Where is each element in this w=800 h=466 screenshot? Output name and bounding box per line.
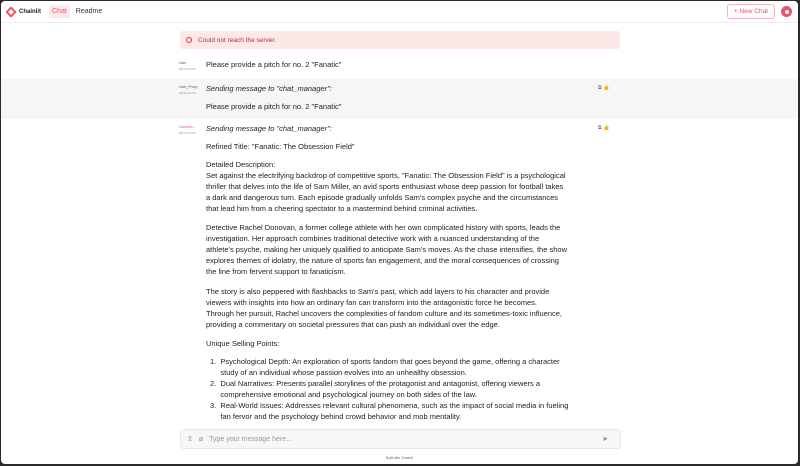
tab-readme[interactable]: Readme [75,8,103,15]
message-author: Cinemax... [179,125,196,129]
message-input[interactable]: Type your message here... [209,435,292,443]
message-time: 08:06:44 PM [179,91,197,95]
message-line: Detailed Description: [206,160,276,169]
settings-icon[interactable]: ⇬ [187,436,193,443]
message-line: Detective Rachel Donovan, a former college athlete with her own complicated history with sports, leads the [206,223,561,232]
chainlit-logo-icon [5,6,16,17]
tab-chat[interactable]: Chat [49,5,70,18]
new-chat-button[interactable]: + New Chat [727,4,775,19]
message-line: explores themes of idolatry, the nature of sports fan engagement, and the moral consequences of crossing [206,256,559,265]
app-window [1,1,798,464]
message-actions [598,85,609,91]
message-line: Refined Title: "Fanatic: The Obsession Field" [206,142,355,151]
message-line: The story is also peppered with flashbacks to Sam's past, which add layers to his character and provide [206,287,550,296]
message-line: Unique Selling Points: [206,339,280,348]
copy-icon[interactable]: ⧉ [598,85,602,91]
footer: Built with Chainlit [386,456,413,460]
message-line: viewers with insights into how an ordinary fan can transform into the antagonistic force he becomes. [206,298,538,307]
message-text: Please provide a pitch for no. 2 "Fanatic" [206,60,342,69]
logo [7,8,41,16]
message-line: athlete's psyche, making her uniquely qualified to anticipate Sam's moves. As the chase intensifies, the show [206,245,567,254]
message-user-proxy [1,79,798,119]
send-icon[interactable]: ➤ [602,436,608,443]
message-line: Sending message to "chat_manager": [206,124,332,133]
chat-content [1,23,798,428]
message-time: 08:06:44 PM [179,131,197,135]
user-avatar[interactable] [781,6,792,17]
attach-icon[interactable]: ⌀ [198,436,204,443]
list-item: fan fervor and the psychology behind crowd behavior and mob mentality. [210,412,462,421]
message-line: Set against the electrifying backdrop of competitive sports, "Fanatic: The Obsession Field" is a psychological [206,171,566,180]
message-line: Through her pursuit, Rachel uncovers the complexities of fandom culture and its sometimes-toxic influence, [206,309,563,318]
list-item: study of an individual whose passion evolves into an unhealthy obsession. [210,368,467,377]
message-time: 08:06:44 PM [179,67,197,71]
list-item: 3. Real-World Issues: Addresses relevant cultural phenomena, such as the impact of social media in fueling [210,401,569,410]
header [1,1,798,23]
logo-text: Chainlit [19,8,41,15]
message-user [1,57,798,77]
user-icon [785,10,789,14]
thumbs-up-icon[interactable]: 👍 [602,85,610,91]
message-line: a dark and dangerous turn. Each episode gradually unfolds Sam's complex psyche and the circumstances [206,193,559,202]
message-author: User [179,61,187,65]
message-line: providing a commentary on societal pressures that can push an individual over the edge. [206,320,500,329]
list-item: comprehensive emotional and psychological journey on both sides of the law. [210,390,477,399]
thumbs-up-icon[interactable]: 👍 [602,125,610,131]
copy-icon[interactable]: ⧉ [598,125,602,131]
error-icon [186,37,192,43]
message-line: the line from fervent support to fanaticism. [206,267,346,276]
message-line: that lead him from a cheering spectator to a mastermind behind criminal activities. [206,204,478,213]
message-author: User_Proxy [179,85,198,89]
message-line: Sending message to "chat_manager": [206,84,332,93]
message-line: Please provide a pitch for no. 2 "Fanatic" [206,102,342,111]
message-assistant [1,121,798,428]
message-line: thriller that delves into the life of Sam Miller, an avid sports enthusiast whose deep passion for football takes [206,182,564,191]
list-item: 2. Dual Narratives: Presents parallel storylines of the protagonist and antagonist, offering viewers a [210,379,541,388]
list-item: 1. Psychological Depth: An exploration of sports fandom that goes beyond the game, offering a character [210,357,560,366]
message-line: investigation. Her approach combines traditional detective work with a nuanced understanding of the [206,234,540,243]
error-banner [180,31,620,49]
error-text: Could not reach the server. [198,36,277,44]
message-composer[interactable] [180,429,621,449]
